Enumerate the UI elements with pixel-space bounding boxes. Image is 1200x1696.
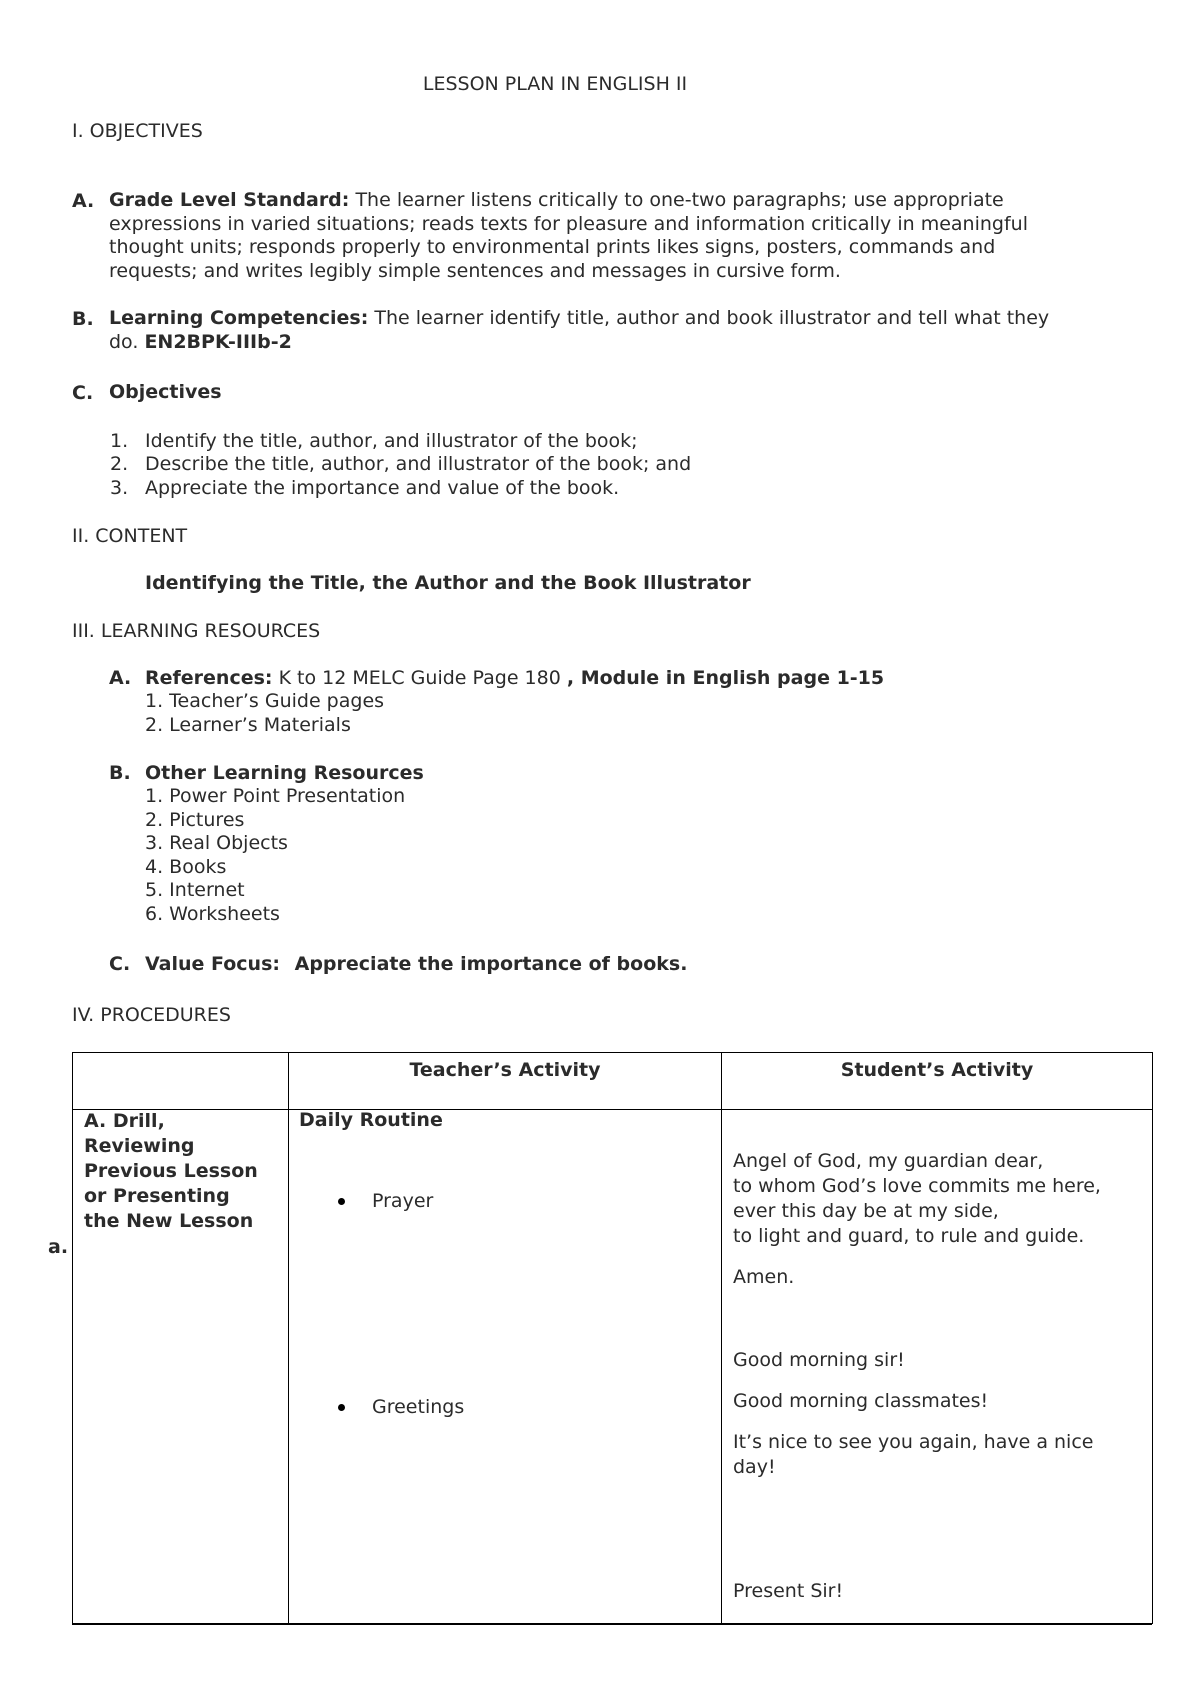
nice-line: It’s nice to see you again, have a nice xyxy=(733,1431,1094,1453)
list-item: 3. Real Objects xyxy=(145,832,288,854)
content-topic: Identifying the Title, the Author and the Book Illustrator xyxy=(145,572,751,594)
drill-label-line: or Presenting xyxy=(84,1185,230,1207)
objective-a-marker: A. xyxy=(72,190,95,212)
references-marker: A. xyxy=(109,667,132,689)
references-module: , Module in English page 1-15 xyxy=(566,667,885,689)
table-border-right xyxy=(1152,1052,1153,1624)
objective-c-marker: C. xyxy=(72,382,94,404)
amen-text: Amen. xyxy=(733,1266,795,1288)
student-activity-header: Student’s Activity xyxy=(840,1059,1034,1081)
prayer-line: to whom God’s love commits me here, xyxy=(733,1175,1101,1197)
greeting-sir: Good morning sir! xyxy=(733,1349,905,1371)
drill-label xyxy=(84,1109,258,1234)
objective-b-marker: B. xyxy=(72,308,94,330)
list-item: 5. Internet xyxy=(145,879,245,901)
list-item: 1. Teacher’s Guide pages xyxy=(145,690,385,712)
procedures-heading: IV. PROCEDURES xyxy=(72,1004,231,1026)
references-text: K to 12 MELC Guide Page 180 xyxy=(278,667,561,689)
grade-level-standard-line-1: The learner listens critically to one-two paragraphs; use appropriate xyxy=(355,189,1004,211)
references-label: References: xyxy=(145,667,273,689)
drill-label-line: the New Lesson xyxy=(84,1210,254,1232)
learning-competencies xyxy=(109,307,1049,354)
list-item: 4. Books xyxy=(145,855,227,878)
learning-competencies-do: do. xyxy=(109,330,139,353)
teacher-activity-header: Teacher’s Activity xyxy=(409,1059,601,1081)
row-marker: a. xyxy=(48,1236,69,1258)
references xyxy=(145,667,884,689)
objective-3-text: Appreciate the importance and value of the book. xyxy=(145,477,620,499)
prayer-line: to light and guard, to rule and guide. xyxy=(733,1225,1085,1247)
list-item: 2. Learner’s Materials xyxy=(145,713,351,736)
objectives-label: Objectives xyxy=(109,381,222,403)
greetings-item: Greetings xyxy=(372,1396,465,1418)
content-heading: II. CONTENT xyxy=(72,525,188,547)
prayer-line: ever this day be at my side, xyxy=(733,1200,999,1222)
table-column-divider-2 xyxy=(721,1052,722,1624)
grade-level-standard-line-3: thought units; responds properly to environmental prints likes signs, posters, commands and xyxy=(109,236,996,258)
list-item: 6. Worksheets xyxy=(145,902,280,925)
other-resources-list xyxy=(145,785,405,926)
drill-label-line: A. Drill, xyxy=(84,1110,165,1132)
resources-heading: III. LEARNING RESOURCES xyxy=(72,620,321,642)
value-focus-text: Appreciate the importance of books. xyxy=(294,953,688,975)
bullet-icon xyxy=(338,1404,345,1411)
learning-competencies-label: Learning Competencies: xyxy=(109,307,369,329)
objective-3-number: 3. xyxy=(110,477,129,499)
present-sir-text: Present Sir! xyxy=(733,1580,844,1602)
daily-routine-heading: Daily Routine xyxy=(299,1109,443,1131)
drill-label-line: Reviewing xyxy=(84,1135,195,1157)
list-item: 2. Pictures xyxy=(145,808,245,831)
references-list xyxy=(145,690,384,737)
objective-2-number: 2. xyxy=(110,453,129,475)
nice-line: day! xyxy=(733,1456,776,1478)
table-border-left xyxy=(72,1052,73,1624)
nice-to-see-text xyxy=(733,1430,1093,1480)
grade-level-standard xyxy=(109,189,1028,283)
grade-level-standard-label: Grade Level Standard: xyxy=(109,189,350,211)
greeting-classmates: Good morning classmates! xyxy=(733,1390,989,1412)
other-resources-label: Other Learning Resources xyxy=(145,762,424,784)
bullet-icon xyxy=(338,1198,345,1205)
table-border-top xyxy=(72,1052,1152,1053)
learning-competencies-line-1: The learner identify title, author and book illustrator and tell what they xyxy=(374,307,1050,329)
prayer-item: Prayer xyxy=(372,1190,434,1212)
objective-2-text: Describe the title, author, and illustrator of the book; and xyxy=(145,453,692,475)
competency-code: EN2BPK-IIIb-2 xyxy=(144,330,292,353)
grade-level-standard-line-2: expressions in varied situations; reads texts for pleasure and information critically in meaningful xyxy=(109,212,1028,235)
value-focus-label: Value Focus: xyxy=(145,953,280,975)
objective-1-text: Identify the title, author, and illustrator of the book; xyxy=(145,430,638,452)
value-focus xyxy=(145,953,687,975)
value-focus-marker: C. xyxy=(109,953,131,975)
table-border-bottom xyxy=(72,1623,1152,1625)
list-item: 1. Power Point Presentation xyxy=(145,785,406,807)
prayer-text xyxy=(733,1149,1101,1249)
grade-level-standard-line-4: requests; and writes legibly simple sentences and messages in cursive form. xyxy=(109,259,841,282)
other-resources-marker: B. xyxy=(109,762,131,784)
objectives-heading: I. OBJECTIVES xyxy=(72,120,203,142)
drill-label-line: Previous Lesson xyxy=(84,1160,258,1182)
page-title: LESSON PLAN IN ENGLISH II xyxy=(422,73,688,95)
table-column-divider-1 xyxy=(288,1052,289,1624)
prayer-line: Angel of God, my guardian dear, xyxy=(733,1150,1044,1172)
objective-1-number: 1. xyxy=(110,430,129,452)
